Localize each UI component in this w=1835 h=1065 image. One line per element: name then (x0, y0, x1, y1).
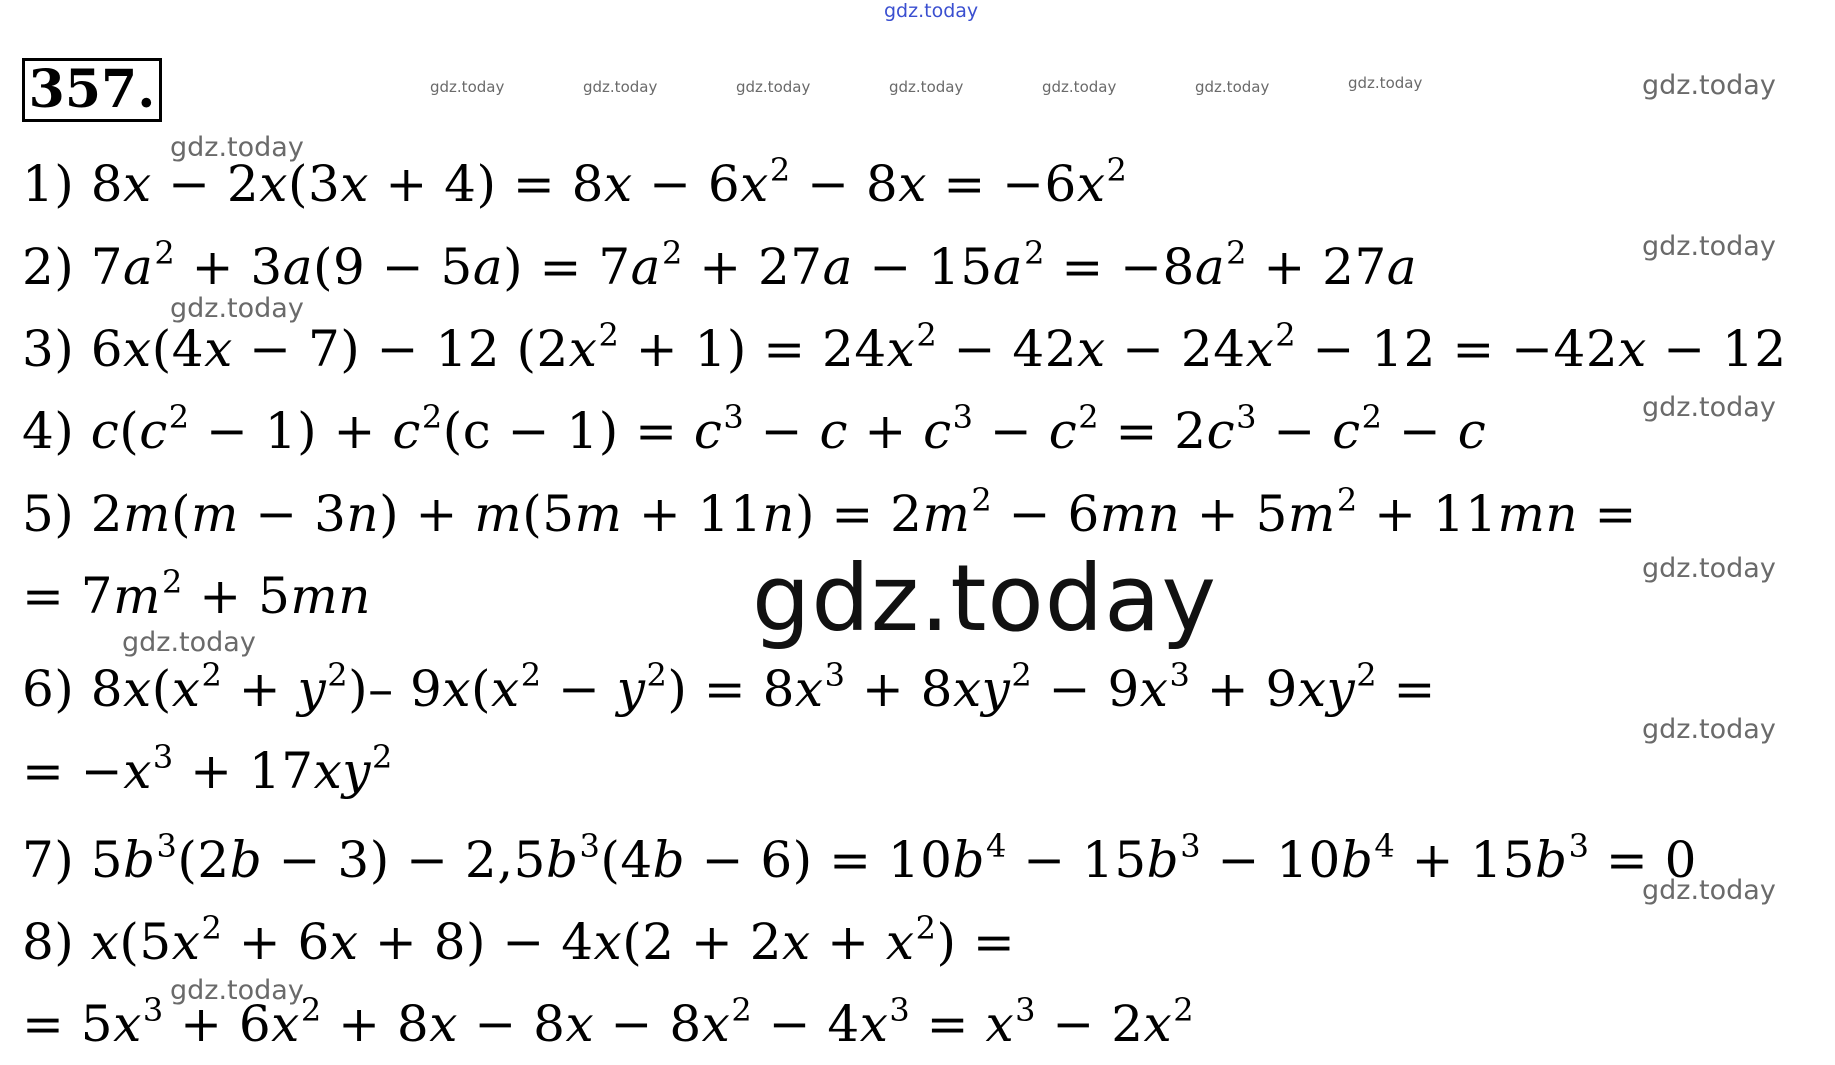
expression-text: ) + (379, 485, 475, 543)
expression-text: + 8 (321, 995, 430, 1053)
equation-line-7 (22, 827, 1697, 896)
equation-line-3 (22, 316, 1787, 385)
equation-line-2 (22, 234, 1418, 303)
variable: x (123, 320, 152, 378)
equation-line-5-continued (22, 563, 372, 632)
exponent: 2 (201, 909, 223, 947)
exponent: 2 (1226, 234, 1247, 272)
variable: xy (313, 742, 372, 800)
watermark-center: gdz.today (752, 545, 1217, 652)
expression-text: + 27 (682, 238, 823, 296)
expression-text: − 12 (1646, 320, 1787, 378)
expression-text: (2 (177, 831, 230, 889)
equation-line-1 (22, 151, 1128, 220)
expression-text: − (973, 402, 1049, 460)
variable: b (229, 831, 263, 889)
watermark-right: gdz.today (1642, 553, 1776, 584)
watermark-right: gdz.today (1642, 875, 1776, 906)
exponent: 3 (142, 991, 164, 1029)
variable: x (1143, 995, 1173, 1053)
expression-text: + (810, 913, 886, 971)
watermark-right: gdz.today (1642, 70, 1776, 101)
expression-text: 2) 7 (22, 238, 124, 296)
variable: m (474, 485, 523, 543)
variable: c (139, 402, 168, 460)
expression-text: − 9 (1032, 660, 1140, 718)
expression-text: + 11 (1357, 485, 1498, 543)
expression-text: − 8 (594, 995, 702, 1053)
variable: c (1206, 402, 1236, 460)
exponent: 2 (646, 656, 668, 694)
exponent: 2 (372, 738, 393, 776)
variable: x (603, 155, 633, 213)
expression-text: 7) 5 (22, 831, 124, 889)
exponent: 2 (1356, 656, 1378, 694)
variable: x (593, 913, 623, 971)
expression-text: − 42 (937, 320, 1078, 378)
expression-text: + 17 (173, 742, 314, 800)
variable: x (113, 995, 142, 1053)
variable: b (652, 831, 686, 889)
expression-text: + (847, 402, 924, 460)
expression-text: (c − 1) = (442, 402, 694, 460)
exponent: 2 (1275, 316, 1297, 354)
watermark-left: gdz.today (170, 975, 304, 1006)
variable: x (123, 742, 152, 800)
variable: x (886, 320, 916, 378)
variable: a (630, 238, 661, 296)
variable: mn (290, 567, 372, 625)
expression-text: + 5 (182, 567, 291, 625)
variable: a (822, 238, 853, 296)
expression-text: − 4 (752, 995, 860, 1053)
expression-text: + 27 (1246, 238, 1387, 296)
expression-text: − 1) + (189, 402, 393, 460)
exponent: 4 (986, 827, 1007, 865)
variable: n (346, 485, 380, 543)
watermark-left: gdz.today (122, 627, 256, 658)
variable: mn (1099, 485, 1181, 543)
expression-text: − (1256, 402, 1333, 460)
expression-text: = (1377, 660, 1436, 718)
watermark-right: gdz.today (1642, 392, 1776, 423)
expression-text: = 0 (1589, 831, 1697, 889)
variable: x (782, 913, 811, 971)
expression-text: − 2 (1036, 995, 1144, 1053)
variable: m (123, 485, 171, 543)
expression-text: + 8 (845, 660, 953, 718)
variable: x (123, 155, 152, 213)
variable: b (1340, 831, 1374, 889)
expression-text: ) = 7 (503, 238, 631, 296)
watermark-strip: gdz.today (430, 78, 505, 96)
variable: x (1076, 155, 1106, 213)
variable: c (923, 402, 952, 460)
exponent: 2 (1078, 398, 1100, 436)
variable: x (491, 660, 520, 718)
variable: m (1287, 485, 1336, 543)
expression-text: = (910, 995, 986, 1053)
variable: m (190, 485, 239, 543)
variable: m (113, 567, 162, 625)
expression-text: ( (471, 660, 492, 718)
variable: b (545, 831, 579, 889)
watermark-strip: gdz.today (736, 78, 811, 96)
exponent: 3 (1180, 827, 1202, 865)
variable: x (90, 913, 120, 971)
expression-text: + 8) − 4 (358, 913, 594, 971)
expression-text: + 6 (163, 995, 272, 1053)
watermark-right: gdz.today (1642, 714, 1776, 745)
variable: x (985, 995, 1015, 1053)
variable: b (123, 831, 156, 889)
expression-text: 3) 6 (22, 320, 124, 378)
variable: x (204, 320, 233, 378)
variable: x (898, 155, 927, 213)
expression-text: ) = 2 (794, 485, 923, 543)
variable: a (282, 238, 314, 296)
exponent: 3 (889, 991, 911, 1029)
equation-line-8-continued (22, 991, 1195, 1060)
expression-text: + 11 (622, 485, 763, 543)
expression-text: (5 (522, 485, 575, 543)
variable: x (259, 155, 288, 213)
exponent: 2 (731, 991, 753, 1029)
variable: c (90, 402, 120, 460)
variable: x (271, 995, 300, 1053)
variable: c (819, 402, 848, 460)
equation-line-6 (22, 656, 1436, 725)
expression-text: (2 + 2 (622, 913, 783, 971)
variable: x (885, 913, 915, 971)
variable: m (574, 485, 623, 543)
watermark-strip: gdz.today (1042, 78, 1117, 96)
exponent: 2 (168, 398, 190, 436)
expression-text: = −6 (926, 155, 1077, 213)
variable: x (442, 660, 472, 718)
expression-text: − 15 (852, 238, 993, 296)
watermark-strip: gdz.today (889, 78, 964, 96)
watermark-strip: gdz.today (583, 78, 658, 96)
variable: b (1146, 831, 1180, 889)
expression-text: − 15 (1006, 831, 1147, 889)
expression-text: (4 (600, 831, 653, 889)
exponent: 2 (154, 234, 176, 272)
variable: c (392, 402, 421, 460)
expression-text: = (1578, 485, 1637, 543)
variable: c (1332, 402, 1361, 460)
exponent: 2 (162, 563, 183, 601)
variable: x (794, 660, 824, 718)
exponent: 2 (971, 481, 993, 519)
variable: a (992, 238, 1024, 296)
expression-text: ) = (936, 913, 1016, 971)
variable: y (616, 660, 646, 718)
equation-line-5 (22, 481, 1637, 550)
watermark-right: gdz.today (1642, 231, 1776, 262)
expression-text: (5 (119, 913, 172, 971)
variable: b (1535, 831, 1568, 889)
variable: x (565, 995, 595, 1053)
expression-text: + 4) = 8 (368, 155, 604, 213)
exponent: 3 (1015, 991, 1037, 1029)
expression-text: 1) 8 (22, 155, 124, 213)
exponent: 3 (579, 827, 601, 865)
variable: y (297, 660, 327, 718)
exponent: 3 (152, 738, 174, 776)
expression-text: ( (119, 402, 140, 460)
expression-text: − 8 (790, 155, 899, 213)
exponent: 2 (1024, 234, 1045, 272)
equation-line-4 (22, 398, 1487, 467)
exponent: 2 (520, 656, 542, 694)
expression-text: = 7 (22, 567, 114, 625)
exponent: 2 (1361, 398, 1383, 436)
expression-text: )– 9 (348, 660, 443, 718)
expression-text: 6) 8 (22, 660, 124, 718)
expression-text: = 2 (1099, 402, 1207, 460)
exponent: 3 (1236, 398, 1257, 436)
variable: x (123, 660, 152, 718)
watermark-strip: gdz.today (1348, 74, 1423, 92)
expression-text: − (541, 660, 617, 718)
expression-text: + (222, 660, 298, 718)
expression-text: + 6 (222, 913, 330, 971)
variable: x (340, 155, 369, 213)
expression-text: + 3 (175, 238, 283, 296)
watermark-strip: gdz.today (1195, 78, 1270, 96)
exponent: 2 (916, 316, 938, 354)
variable: x (171, 660, 201, 718)
expression-text: − 8 (457, 995, 566, 1053)
expression-text: = −8 (1044, 238, 1195, 296)
expression-text: 5) 2 (22, 485, 124, 543)
variable: x (1139, 660, 1169, 718)
equation-line-8 (22, 909, 1016, 978)
expression-text: − 24 (1105, 320, 1246, 378)
expression-text: − 2 (151, 155, 260, 213)
exponent: 2 (598, 316, 620, 354)
expression-text: − 6 (992, 485, 1100, 543)
exponent: 2 (201, 656, 223, 694)
exponent: 2 (300, 991, 322, 1029)
watermark-left: gdz.today (170, 293, 304, 324)
expression-text: ( (170, 485, 191, 543)
expression-text: 8) (22, 913, 91, 971)
expression-text: (4 (151, 320, 205, 378)
variable: x (740, 155, 769, 213)
variable: a (472, 238, 504, 296)
variable: x (171, 913, 201, 971)
expression-text: − 6 (632, 155, 741, 213)
variable: m (922, 485, 971, 543)
variable: b (952, 831, 985, 889)
variable: a (1386, 238, 1418, 296)
variable: x (329, 913, 359, 971)
exponent: 3 (952, 398, 974, 436)
exponent: 2 (769, 151, 791, 189)
variable: x (568, 320, 598, 378)
exponent: 2 (661, 234, 683, 272)
exponent: 2 (1173, 991, 1195, 1029)
exponent: 3 (723, 398, 745, 436)
expression-text: 4) (22, 402, 91, 460)
expression-text: = 5 (22, 995, 114, 1053)
expression-text: − 6) = 10 (685, 831, 953, 889)
exponent: 3 (156, 827, 178, 865)
variable: xy (1297, 660, 1356, 718)
expression-text: + 5 (1180, 485, 1288, 543)
exponent: 3 (824, 656, 846, 694)
variable: n (762, 485, 795, 543)
variable: c (1048, 402, 1078, 460)
expression-text: + 1) = 24 (619, 320, 887, 378)
exponent: 2 (915, 909, 937, 947)
expression-text: ) = 8 (667, 660, 795, 718)
expression-text: = − (22, 742, 124, 800)
exponent: 2 (1106, 151, 1128, 189)
variable: x (1077, 320, 1106, 378)
exponent: 3 (1568, 827, 1590, 865)
expression-text: − (1382, 402, 1458, 460)
equation-line-6-continued (22, 738, 393, 807)
watermark-left: gdz.today (170, 132, 304, 163)
variable: x (1245, 320, 1275, 378)
expression-text: − 12 = −42 (1296, 320, 1619, 378)
variable: c (1457, 402, 1487, 460)
problem-number: 357. (22, 58, 162, 122)
expression-text: (9 − 5 (313, 238, 473, 296)
variable: x (429, 995, 458, 1053)
expression-text: − 7) − 12 (2 (232, 320, 569, 378)
variable: a (123, 238, 154, 296)
exponent: 4 (1374, 827, 1396, 865)
variable: xy (952, 660, 1011, 718)
expression-text: − (744, 402, 820, 460)
exponent: 2 (421, 398, 443, 436)
variable: c (693, 402, 723, 460)
expression-text: − 3 (238, 485, 347, 543)
expression-text: − 3) − 2,5 (262, 831, 546, 889)
variable: x (1618, 320, 1647, 378)
expression-text: + 15 (1395, 831, 1536, 889)
expression-text: (3 (287, 155, 341, 213)
variable: x (859, 995, 889, 1053)
expression-text: + 9 (1190, 660, 1298, 718)
variable: x (701, 995, 731, 1053)
variable: a (1194, 238, 1226, 296)
expression-text: ( (151, 660, 172, 718)
exponent: 2 (327, 656, 349, 694)
variable: mn (1497, 485, 1579, 543)
exponent: 2 (1336, 481, 1358, 519)
expression-text: − 10 (1201, 831, 1341, 889)
exponent: 2 (1011, 656, 1033, 694)
watermark-top: gdz.today (884, 0, 979, 22)
exponent: 3 (1169, 656, 1191, 694)
